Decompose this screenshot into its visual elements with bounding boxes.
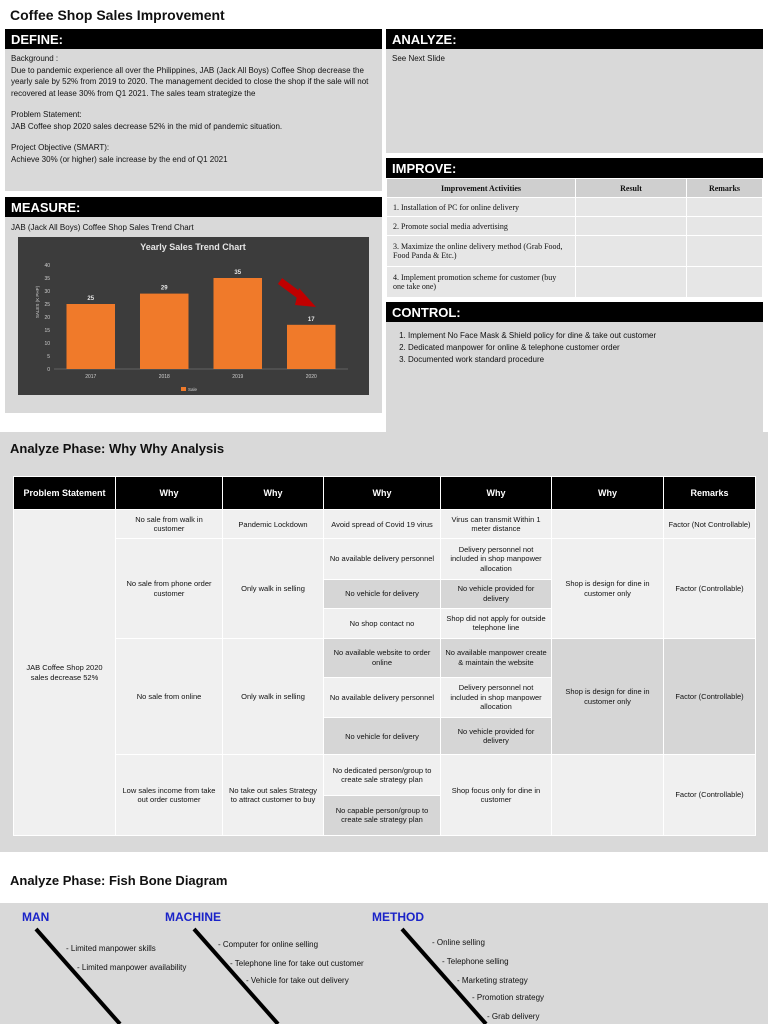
chart-y-axis-label: SALES (K PHP): [35, 285, 40, 319]
improve-header: IMPROVE:: [386, 158, 763, 178]
improve-result-2: [576, 217, 687, 236]
fishbone-man-item: - Limited manpower skills: [66, 944, 156, 953]
improve-remark-3: [687, 236, 763, 267]
why-cell: No sale from online: [116, 638, 223, 755]
define-section: [5, 29, 382, 191]
fishbone-title: Analyze Phase: Fish Bone Diagram: [10, 873, 228, 888]
fishbone-method-item: - Grab delivery: [487, 1012, 540, 1021]
improve-col-activities: Improvement Activities: [387, 179, 576, 198]
improve-activity-1: 1. Installation of PC for online delivery: [387, 198, 576, 217]
why-cell: No available delivery personnel: [324, 539, 441, 579]
control-header: CONTROL:: [386, 302, 763, 322]
why-cell: Shop focus only for dine in customer: [441, 755, 552, 836]
why-cell: No available website to order online: [324, 638, 441, 677]
chart-data-label: 17: [307, 316, 315, 323]
why-cell: Shop is design for dine in customer only: [552, 638, 664, 755]
why-cell: Delivery personnel not included in shop manpower allocation: [441, 678, 552, 718]
legend-label: Sale: [188, 387, 198, 392]
improve-result-3: [576, 236, 687, 267]
chart-y-tick-label: 15: [44, 328, 50, 334]
fishbone-method-item: - Online selling: [432, 938, 485, 947]
why-col-remarks: Remarks: [664, 477, 756, 510]
objective-text: Achieve 30% (or higher) sale increase by the end of Q1 2021: [11, 154, 228, 164]
measure-subtitle: JAB (Jack All Boys) Coffee Shop Sales Trend Chart: [11, 223, 194, 232]
why-cell: No vehicle for delivery: [324, 718, 441, 755]
chart-x-tick-label: 2020: [305, 374, 317, 380]
why-col-why-5: Why: [552, 477, 664, 510]
why-cell: Shop did not apply for outside telephone line: [441, 608, 552, 638]
why-analysis-title: Analyze Phase: Why Why Analysis: [10, 441, 225, 456]
control-item-1: 1. Implement No Face Mask & Shield policy for dine & take out customer: [408, 330, 763, 342]
fishbone-machine-label: MACHINE: [165, 910, 221, 924]
problem-label: Problem Statement:: [11, 110, 82, 119]
objective-label: Project Objective (SMART):: [11, 143, 110, 152]
why-cell: Only walk in selling: [223, 638, 324, 755]
improve-activity-2: 2. Promote social media advertising: [387, 217, 576, 236]
fishbone-man-item: - Limited manpower availability: [77, 963, 187, 972]
why-cell: Pandemic Lockdown: [223, 510, 324, 539]
why-col-why-3: Why: [324, 477, 441, 510]
fishbone-method-item: - Marketing strategy: [457, 976, 528, 985]
why-cell: No vehicle provided for delivery: [441, 579, 552, 608]
background-label: Background :: [11, 54, 59, 63]
control-section: [386, 302, 763, 432]
why-cell: No capable person/group to create sale strategy plan: [324, 795, 441, 835]
why-table-container: [13, 476, 756, 836]
chart-y-tick-label: 5: [47, 354, 50, 360]
define-header: DEFINE:: [5, 29, 382, 49]
why-cell: No shop contact no: [324, 608, 441, 638]
why-cell: No vehicle for delivery: [324, 579, 441, 608]
why-problem-statement: JAB Coffee Shop 2020 sales decrease 52%: [14, 510, 116, 836]
chart-bar-2019: [213, 278, 262, 369]
why-remark: Factor (Controllable): [664, 638, 756, 755]
why-table: [13, 476, 756, 836]
background-text: Due to pandemic experience all over the Philippines, JAB (Jack All Boys) Coffee Shop decrease the yearly sale by 52% from 2019 to 2020. The management decided to close the shop if the sale will not recovered at lease 30% from Q1 2021. The sales team strategize the: [11, 65, 369, 98]
chart-y-tick-label: 10: [44, 341, 50, 347]
control-item-2: 2. Dedicated manpower for online & telephone customer order: [408, 342, 763, 354]
control-item-3: 3. Documented work standard procedure: [408, 354, 763, 366]
improve-section: [386, 158, 763, 298]
fishbone-man-label: MAN: [22, 910, 50, 924]
why-remark: Factor (Controllable): [664, 755, 756, 836]
chart-title: Yearly Sales Trend Chart: [140, 242, 246, 252]
chart-bar-2017: [66, 304, 115, 369]
improve-remark-4: [687, 267, 763, 298]
define-body: [5, 49, 382, 169]
measure-header: MEASURE:: [5, 197, 382, 217]
chart-y-tick-label: 20: [44, 315, 50, 321]
fishbone-machine-item: - Telephone line for take out customer: [230, 959, 364, 968]
why-cell: Delivery personnel not included in shop manpower allocation: [441, 539, 552, 579]
improve-col-remarks: Remarks: [687, 179, 763, 198]
why-cell: No take out sales Strategy to attract customer to buy: [223, 755, 324, 836]
why-cell: No sale from phone order customer: [116, 539, 223, 639]
why-remark: Factor (Controllable): [664, 539, 756, 639]
sales-chart-svg: [18, 237, 369, 395]
improve-result-1: [576, 198, 687, 217]
analyze-text: See Next Slide: [392, 54, 445, 63]
fishbone-machine-item: - Vehicle for take out delivery: [246, 976, 349, 985]
why-cell: Avoid spread of Covid 19 virus: [324, 510, 441, 539]
why-cell: No available manpower create & maintain the website: [441, 638, 552, 677]
chart-data-label: 35: [234, 270, 242, 276]
why-cell: No available delivery personnel: [324, 678, 441, 718]
fishbone-method-item: - Telephone selling: [442, 957, 509, 966]
why-col-problem: Problem Statement: [14, 477, 116, 510]
why-cell: No dedicated person/group to create sale strategy plan: [324, 755, 441, 795]
fishbone-method-label: METHOD: [372, 910, 424, 924]
why-remark: Factor (Not Controllable): [664, 510, 756, 539]
legend-swatch: [181, 387, 186, 391]
improve-result-4: [576, 267, 687, 298]
chart-bar-2020: [287, 325, 336, 369]
analyze-header: ANALYZE:: [386, 29, 763, 49]
chart-x-tick-label: 2019: [232, 374, 244, 380]
why-cell: Only walk in selling: [223, 539, 324, 639]
analyze-section: [386, 29, 763, 153]
why-col-why-1: Why: [116, 477, 223, 510]
why-col-why-2: Why: [223, 477, 324, 510]
chart-y-tick-label: 0: [47, 367, 50, 373]
trend-down-arrow-icon: [280, 281, 316, 307]
slide-title: Coffee Shop Sales Improvement: [10, 7, 225, 23]
problem-text: JAB Coffee shop 2020 sales decrease 52% in the mid of pandemic situation.: [11, 121, 283, 131]
chart-x-tick-label: 2017: [85, 374, 97, 380]
measure-section: [5, 197, 382, 413]
improve-activity-3: 3. Maximize the online delivery method (Grab Food, Food Panda & Etc.): [387, 236, 576, 267]
why-cell: No sale from walk in customer: [116, 510, 223, 539]
why-col-why-4: Why: [441, 477, 552, 510]
chart-data-label: 25: [87, 296, 95, 302]
improve-remark-1: [687, 198, 763, 217]
chart-x-tick-label: 2018: [158, 374, 170, 380]
chart-bar-2018: [140, 294, 189, 369]
improve-col-result: Result: [576, 179, 687, 198]
chart-y-tick-label: 35: [44, 276, 50, 282]
sales-chart: [18, 237, 369, 395]
chart-data-label: 29: [160, 285, 168, 292]
control-list: [386, 330, 763, 366]
why-cell: Shop is design for dine in customer only: [552, 539, 664, 639]
improve-activity-4: 4. Implement promotion scheme for customer (buy one take one): [387, 267, 576, 298]
improve-remark-2: [687, 217, 763, 236]
why-cell: Low sales income from take out order customer: [116, 755, 223, 836]
why-cell: No vehicle provided for delivery: [441, 718, 552, 755]
chart-y-tick-label: 25: [44, 302, 50, 308]
improve-table: [386, 178, 763, 298]
chart-y-tick-label: 30: [44, 289, 50, 295]
fishbone-machine-item: - Computer for online selling: [218, 940, 319, 949]
why-cell-empty: [552, 755, 664, 836]
why-cell: [552, 510, 664, 539]
chart-y-tick-label: 40: [44, 263, 50, 269]
fishbone-method-item: - Promotion strategy: [472, 993, 545, 1002]
why-cell: Virus can transmit Within 1 meter distance: [441, 510, 552, 539]
